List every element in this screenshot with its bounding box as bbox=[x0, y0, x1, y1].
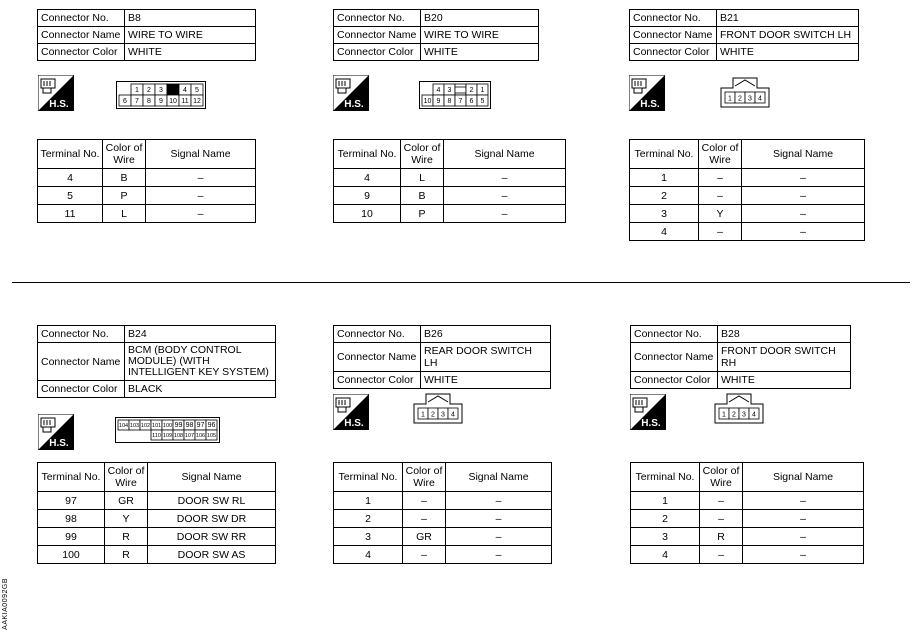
label-connector-name: Connector Name bbox=[334, 343, 421, 372]
pin-label: 7 bbox=[135, 98, 139, 105]
label-connector-no: Connector No. bbox=[38, 326, 125, 343]
table-row bbox=[334, 546, 552, 564]
document-code: AAKIA0092GB bbox=[2, 578, 9, 630]
connector-face-diagram bbox=[714, 392, 764, 429]
table-row bbox=[38, 546, 276, 564]
pin-label: 102 bbox=[140, 423, 151, 429]
signal-name-cell: – bbox=[743, 510, 864, 528]
connector-face-diagram bbox=[115, 417, 220, 448]
hs-icon bbox=[629, 75, 665, 116]
signal-name-cell: – bbox=[146, 205, 256, 223]
pin-label: 9 bbox=[436, 98, 441, 105]
header-terminal-no: Terminal No. bbox=[38, 463, 105, 492]
terminal-no-cell: 4 bbox=[38, 169, 103, 187]
header-terminal-no: Terminal No. bbox=[334, 140, 401, 169]
terminal-no-cell: 3 bbox=[631, 528, 700, 546]
table-row bbox=[630, 223, 865, 241]
hs-badge bbox=[38, 414, 74, 450]
wire-color-cell: Y bbox=[105, 510, 148, 528]
signal-name-cell: – bbox=[743, 546, 864, 564]
wire-color-cell: R bbox=[105, 546, 148, 564]
pin-label: 97 bbox=[196, 422, 205, 429]
signal-name-cell: – bbox=[742, 223, 865, 241]
hs-label: H.S. bbox=[344, 418, 364, 429]
table-row bbox=[38, 187, 256, 205]
wire-color-cell: B bbox=[401, 187, 444, 205]
pin-label: 100 bbox=[162, 423, 173, 429]
pin-label: 106 bbox=[195, 433, 206, 439]
wire-color-cell: – bbox=[699, 187, 742, 205]
wire-color-cell: R bbox=[105, 528, 148, 546]
pin-label: 107 bbox=[184, 433, 195, 439]
terminal-no-cell: 4 bbox=[630, 223, 699, 241]
wire-color-cell: – bbox=[699, 169, 742, 187]
pin-label: 2 bbox=[431, 411, 435, 419]
pin-label: 105 bbox=[206, 433, 217, 439]
terminal-no-cell: 10 bbox=[334, 205, 401, 223]
pin-label: 4 bbox=[752, 411, 756, 419]
table-row bbox=[631, 528, 864, 546]
connector-face-diagram bbox=[419, 81, 491, 114]
connector-name-value: REAR DOOR SWITCH LH bbox=[421, 343, 551, 372]
label-connector-color: Connector Color bbox=[334, 44, 421, 61]
connector-block-b28 bbox=[630, 325, 851, 389]
signal-name-cell: – bbox=[446, 492, 552, 510]
terminal-no-cell: 11 bbox=[38, 205, 103, 223]
hs-badge bbox=[629, 75, 665, 111]
connector-face-diagram bbox=[720, 76, 770, 113]
pin-label: 3 bbox=[447, 87, 452, 94]
table-row bbox=[631, 546, 864, 564]
terminal-no-cell: 2 bbox=[334, 510, 403, 528]
header-signal-name: Signal Name bbox=[446, 463, 552, 492]
terminal-table-b8 bbox=[37, 139, 256, 223]
table-row bbox=[334, 205, 566, 223]
pin-label: 4 bbox=[758, 95, 762, 103]
header-signal-name: Signal Name bbox=[743, 463, 864, 492]
signal-name-cell: – bbox=[742, 169, 865, 187]
header-color-of-wire: Color of Wire bbox=[700, 463, 743, 492]
signal-name-cell: – bbox=[444, 187, 566, 205]
hs-badge bbox=[333, 394, 369, 430]
table-row bbox=[38, 510, 276, 528]
wire-color-cell: – bbox=[700, 510, 743, 528]
table-row bbox=[630, 187, 865, 205]
terminal-table-b26 bbox=[333, 462, 552, 564]
pin-label: 4 bbox=[436, 87, 441, 94]
signal-name-cell: – bbox=[446, 546, 552, 564]
pin-label: 12 bbox=[193, 98, 201, 105]
pin-label: 6 bbox=[123, 98, 127, 105]
label-connector-name: Connector Name bbox=[631, 343, 718, 372]
wire-color-cell: L bbox=[401, 169, 444, 187]
header-signal-name: Signal Name bbox=[444, 140, 566, 169]
terminal-no-cell: 3 bbox=[334, 528, 403, 546]
connector-block-b21 bbox=[629, 9, 859, 61]
signal-name-cell: – bbox=[446, 510, 552, 528]
connector-no-value: B26 bbox=[421, 326, 551, 343]
pin-label: 3 bbox=[742, 411, 746, 419]
hs-label: H.S. bbox=[640, 99, 660, 110]
pin-label: 104 bbox=[118, 423, 129, 429]
pin-label: 2 bbox=[147, 87, 151, 94]
terminal-no-cell: 3 bbox=[630, 205, 699, 223]
wire-color-cell: B bbox=[103, 169, 146, 187]
wire-color-cell: – bbox=[403, 492, 446, 510]
signal-name-cell: – bbox=[743, 528, 864, 546]
connector-name-value: FRONT DOOR SWITCH LH bbox=[717, 27, 859, 44]
signal-name-cell: – bbox=[742, 205, 865, 223]
connector-color-value: WHITE bbox=[421, 44, 539, 61]
signal-name-cell: – bbox=[444, 205, 566, 223]
pin-label: 1 bbox=[728, 95, 732, 103]
header-terminal-no: Terminal No. bbox=[630, 140, 699, 169]
header-terminal-no: Terminal No. bbox=[38, 140, 103, 169]
pin-label: 8 bbox=[147, 98, 151, 105]
table-row bbox=[38, 205, 256, 223]
pin-label: 8 bbox=[447, 98, 452, 105]
terminal-no-cell: 1 bbox=[630, 169, 699, 187]
header-terminal-no: Terminal No. bbox=[631, 463, 700, 492]
pin-label: 3 bbox=[748, 95, 752, 103]
label-connector-no: Connector No. bbox=[38, 10, 125, 27]
table-row bbox=[334, 187, 566, 205]
connector-name-value: WIRE TO WIRE bbox=[125, 27, 256, 44]
signal-name-cell: DOOR SW AS bbox=[148, 546, 276, 564]
connector-color-value: BLACK bbox=[125, 381, 276, 398]
signal-name-cell: – bbox=[444, 169, 566, 187]
wire-color-cell: – bbox=[699, 223, 742, 241]
terminal-no-cell: 5 bbox=[38, 187, 103, 205]
label-connector-name: Connector Name bbox=[38, 27, 125, 44]
connector-no-value: B8 bbox=[125, 10, 256, 27]
header-color-of-wire: Color of Wire bbox=[403, 463, 446, 492]
pin-label: 109 bbox=[162, 433, 173, 439]
terminal-no-cell: 1 bbox=[334, 492, 403, 510]
table-row bbox=[334, 528, 552, 546]
signal-name-cell: – bbox=[446, 528, 552, 546]
label-connector-name: Connector Name bbox=[630, 27, 717, 44]
table-row bbox=[630, 169, 865, 187]
connector-no-value: B24 bbox=[125, 326, 276, 343]
label-connector-color: Connector Color bbox=[38, 44, 125, 61]
wire-color-cell: – bbox=[700, 492, 743, 510]
connector-name-value: BCM (BODY CONTROL MODULE) (WITH INTELLIGENT KEY SYSTEM) bbox=[125, 343, 276, 381]
pin-label: 7 bbox=[458, 98, 463, 105]
header-signal-name: Signal Name bbox=[742, 140, 865, 169]
signal-name-cell: DOOR SW DR bbox=[148, 510, 276, 528]
pin-label: 3 bbox=[441, 411, 445, 419]
terminal-no-cell: 98 bbox=[38, 510, 105, 528]
connector-no-value: B28 bbox=[718, 326, 851, 343]
section-divider bbox=[12, 282, 910, 283]
connector-no-value: B20 bbox=[421, 10, 539, 27]
connector-block-b8 bbox=[37, 9, 256, 61]
table-row bbox=[334, 492, 552, 510]
pin-label: 101 bbox=[151, 423, 162, 429]
connector-name-value: WIRE TO WIRE bbox=[421, 27, 539, 44]
pin-label: 2 bbox=[469, 87, 474, 94]
wire-color-cell: GR bbox=[105, 492, 148, 510]
connector-no-value: B21 bbox=[717, 10, 859, 27]
signal-name-cell: – bbox=[146, 187, 256, 205]
pin-label: 1 bbox=[421, 411, 425, 419]
wire-color-cell: P bbox=[401, 205, 444, 223]
table-row bbox=[38, 492, 276, 510]
hs-badge bbox=[333, 75, 369, 111]
terminal-no-cell: 4 bbox=[334, 546, 403, 564]
pin-label: 2 bbox=[738, 95, 742, 103]
hs-badge bbox=[38, 75, 74, 111]
terminal-no-cell: 99 bbox=[38, 528, 105, 546]
terminal-no-cell: 1 bbox=[631, 492, 700, 510]
pin-label: 1 bbox=[480, 87, 485, 94]
wire-color-cell: – bbox=[403, 510, 446, 528]
label-connector-color: Connector Color bbox=[334, 372, 421, 389]
terminal-no-cell: 2 bbox=[631, 510, 700, 528]
pin-label: 2 bbox=[732, 411, 736, 419]
header-signal-name: Signal Name bbox=[146, 140, 256, 169]
connector-block-b26 bbox=[333, 325, 551, 389]
hs-icon bbox=[333, 394, 369, 435]
signal-name-cell: – bbox=[146, 169, 256, 187]
hs-icon bbox=[38, 414, 74, 455]
hs-icon bbox=[38, 75, 74, 116]
signal-name-cell: DOOR SW RR bbox=[148, 528, 276, 546]
table-row bbox=[630, 205, 865, 223]
hs-icon bbox=[333, 75, 369, 116]
table-row bbox=[334, 510, 552, 528]
signal-name-cell: DOOR SW RL bbox=[148, 492, 276, 510]
terminal-table-b28 bbox=[630, 462, 864, 564]
connector-name-value: FRONT DOOR SWITCH RH bbox=[718, 343, 851, 372]
connector-color-value: WHITE bbox=[718, 372, 851, 389]
label-connector-no: Connector No. bbox=[631, 326, 718, 343]
pin-label: 11 bbox=[181, 98, 189, 105]
terminal-table-b20 bbox=[333, 139, 566, 223]
label-connector-color: Connector Color bbox=[630, 44, 717, 61]
terminal-no-cell: 2 bbox=[630, 187, 699, 205]
header-color-of-wire: Color of Wire bbox=[401, 140, 444, 169]
pin-label: 98 bbox=[185, 422, 194, 429]
wire-color-cell: – bbox=[700, 546, 743, 564]
pin-label: 1 bbox=[722, 411, 726, 419]
terminal-table-b21 bbox=[629, 139, 865, 241]
hs-label: H.S. bbox=[49, 438, 69, 449]
wire-color-cell: GR bbox=[403, 528, 446, 546]
connector-color-value: WHITE bbox=[421, 372, 551, 389]
wire-color-cell: Y bbox=[699, 205, 742, 223]
terminal-table-b24 bbox=[37, 462, 276, 564]
wire-color-cell: P bbox=[103, 187, 146, 205]
connector-face-diagram bbox=[116, 81, 206, 114]
terminal-no-cell: 100 bbox=[38, 546, 105, 564]
table-row bbox=[38, 528, 276, 546]
signal-name-cell: – bbox=[742, 187, 865, 205]
wire-color-cell: – bbox=[403, 546, 446, 564]
label-connector-no: Connector No. bbox=[334, 326, 421, 343]
terminal-no-cell: 9 bbox=[334, 187, 401, 205]
label-connector-name: Connector Name bbox=[334, 27, 421, 44]
table-row bbox=[631, 510, 864, 528]
wire-color-cell: L bbox=[103, 205, 146, 223]
connector-face-diagram bbox=[413, 392, 463, 429]
wire-color-cell: R bbox=[700, 528, 743, 546]
hs-label: H.S. bbox=[49, 99, 69, 110]
pin-label: 108 bbox=[173, 433, 184, 439]
pin-label: 110 bbox=[152, 433, 161, 439]
hs-icon bbox=[630, 394, 666, 435]
header-terminal-no: Terminal No. bbox=[334, 463, 403, 492]
pin-label: 3 bbox=[159, 87, 163, 94]
pin-label: 5 bbox=[480, 98, 485, 105]
label-connector-no: Connector No. bbox=[334, 10, 421, 27]
table-row bbox=[334, 169, 566, 187]
connector-block-b20 bbox=[333, 9, 539, 61]
header-color-of-wire: Color of Wire bbox=[103, 140, 146, 169]
label-connector-color: Connector Color bbox=[38, 381, 125, 398]
connector-block-b24 bbox=[37, 325, 276, 398]
header-color-of-wire: Color of Wire bbox=[699, 140, 742, 169]
table-row bbox=[38, 169, 256, 187]
pin-label: 4 bbox=[451, 411, 455, 419]
connector-info-table bbox=[37, 9, 256, 61]
hs-label: H.S. bbox=[344, 99, 364, 110]
pin-label: 4 bbox=[183, 87, 187, 94]
terminal-no-cell: 4 bbox=[631, 546, 700, 564]
connector-color-value: WHITE bbox=[125, 44, 256, 61]
pin-label: 9 bbox=[159, 98, 163, 105]
header-color-of-wire: Color of Wire bbox=[105, 463, 148, 492]
label-connector-no: Connector No. bbox=[630, 10, 717, 27]
label-connector-name: Connector Name bbox=[38, 343, 125, 381]
terminal-no-cell: 97 bbox=[38, 492, 105, 510]
label-connector-color: Connector Color bbox=[631, 372, 718, 389]
pin-label: 1 bbox=[135, 87, 139, 94]
pin-label: 99 bbox=[174, 422, 183, 429]
pin-label: 10 bbox=[169, 98, 177, 105]
pin-label: 5 bbox=[195, 87, 199, 94]
pin-label: 103 bbox=[129, 423, 140, 429]
pin-label: 10 bbox=[423, 98, 432, 105]
table-row bbox=[631, 492, 864, 510]
signal-name-cell: – bbox=[743, 492, 864, 510]
connector-color-value: WHITE bbox=[717, 44, 859, 61]
header-signal-name: Signal Name bbox=[148, 463, 276, 492]
pin-label: 6 bbox=[469, 98, 474, 105]
pin-label: 96 bbox=[207, 422, 216, 429]
hs-badge bbox=[630, 394, 666, 430]
hs-label: H.S. bbox=[641, 418, 661, 429]
terminal-no-cell: 4 bbox=[334, 169, 401, 187]
